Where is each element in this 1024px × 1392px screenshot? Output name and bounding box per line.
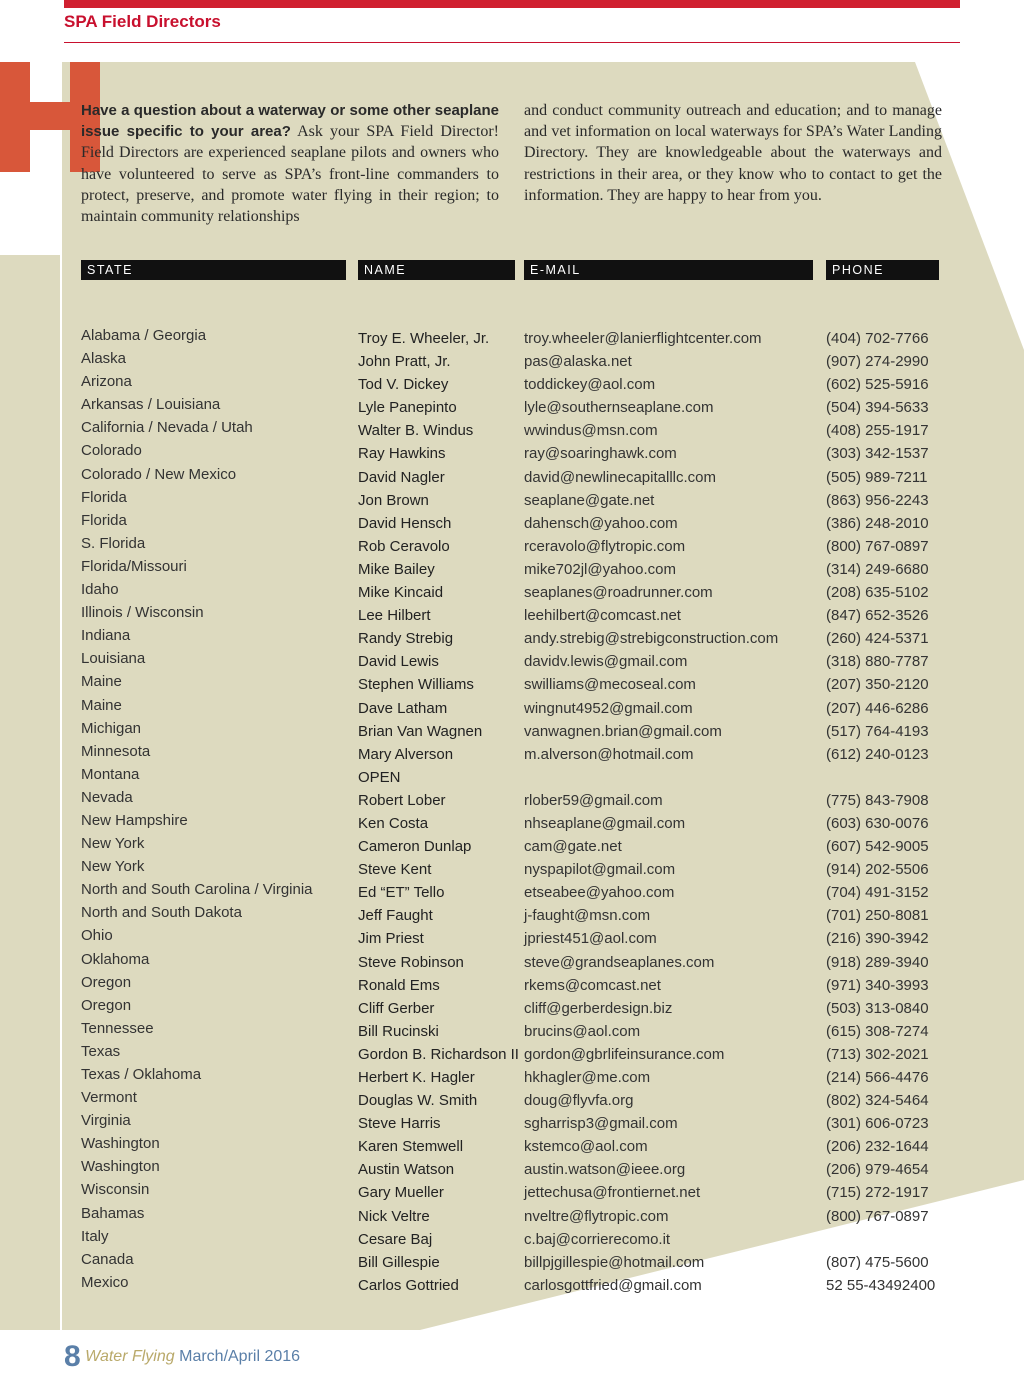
phone-cell: (863) 956-2243 <box>826 491 929 509</box>
email-link[interactable]: austin.watson@ieee.org <box>524 1161 686 1179</box>
phone-cell: (505) 989-7211 <box>826 468 928 486</box>
email-link[interactable]: nyspapilot@gmail.com <box>524 861 676 879</box>
email-link[interactable]: nveltre@flytropic.com <box>524 1207 669 1225</box>
phone-cell: (386) 248-2010 <box>826 514 929 532</box>
state-cell: Canada <box>81 1250 134 1268</box>
state-cell: Alaska <box>81 350 127 368</box>
phone-cell: (206) 232-1644 <box>826 1138 929 1156</box>
email-link[interactable]: vanwagnen.brian@gmail.com <box>524 722 722 740</box>
phone-cell: (907) 274-2990 <box>826 353 929 371</box>
state-cell: Oregon <box>81 973 132 991</box>
intro-lead: Have a question about a waterway or some other seaplane issue specific to your area? <box>81 102 499 141</box>
state-cell: North and South Carolina / Virginia <box>81 881 313 899</box>
phone-column <box>826 327 935 1297</box>
state-cell: North and South Dakota <box>81 904 242 922</box>
name-cell: Steve Robinson <box>358 953 464 971</box>
state-cell: Texas / Oklahoma <box>81 1066 202 1083</box>
email-link[interactable]: andy.strebig@strebigconstruction.com <box>524 630 779 648</box>
state-cell: Vermont <box>81 1089 137 1107</box>
phone-cell: (807) 475-5600 <box>826 1253 929 1271</box>
name-cell: Ed “ET” Tello <box>358 884 445 902</box>
phone-cell: (207) 350-2120 <box>826 676 929 694</box>
phone-cell: (914) 202-5506 <box>826 861 929 879</box>
phone-cell: (517) 764-4193 <box>826 722 929 740</box>
email-link[interactable]: nhseaplane@gmail.com <box>524 814 686 832</box>
email-link[interactable]: lyle@southernseaplane.com <box>524 399 714 417</box>
phone-cell <box>826 766 935 789</box>
name-cell: Randy Strebig <box>358 630 454 648</box>
email-link[interactable]: pas@alaska.net <box>524 353 632 371</box>
name-column <box>358 327 519 1297</box>
email-link[interactable]: hkhagler@me.com <box>524 1069 651 1086</box>
state-cell: Texas <box>81 1042 121 1060</box>
header-email: E-MAIL <box>524 260 813 280</box>
name-cell: John Pratt, Jr. <box>358 353 451 371</box>
phone-cell: (775) 843-7908 <box>826 791 929 809</box>
name-cell: Mike Kincaid <box>358 584 444 602</box>
phone-cell: (607) 542-9005 <box>826 838 929 856</box>
name-cell: David Lewis <box>358 653 439 671</box>
state-cell: Florida <box>81 488 127 506</box>
state-cell: Ohio <box>81 927 113 945</box>
email-link[interactable]: doug@flyvfa.org <box>524 1092 634 1110</box>
phone-cell: (214) 566-4476 <box>826 1069 929 1086</box>
header-state: STATE <box>81 260 346 280</box>
state-cell: S. Florida <box>81 534 146 552</box>
name-cell: Ronald Ems <box>358 976 440 994</box>
name-cell: OPEN <box>358 768 401 786</box>
email-link[interactable]: toddickey@aol.com <box>524 376 656 394</box>
name-cell: Dave Latham <box>358 699 448 717</box>
name-cell: Rob Ceravolo <box>358 537 450 555</box>
phone-cell: (802) 324-5464 <box>826 1092 929 1110</box>
email-link[interactable]: rkems@comcast.net <box>524 976 661 994</box>
email-column <box>524 327 778 1297</box>
state-cell: Washington <box>81 1158 160 1176</box>
name-cell: Mary Alverson <box>358 745 454 763</box>
intro-body-1: Ask your SPA Field Director! Field Directors are experienced seaplane pilots and owners who have volunteered to serve as SPA’s front-line commanders to protect, preserve, and promote water flying in their region; to maintain community relationships <box>81 123 500 226</box>
phone-cell: (800) 767-0897 <box>826 1207 929 1225</box>
state-cell: Idaho <box>81 581 119 599</box>
phone-cell: (701) 250-8081 <box>826 907 929 925</box>
email-link[interactable]: c.baj@corrierecomo.it <box>524 1230 671 1248</box>
phone-cell: (602) 525-5916 <box>826 376 929 394</box>
email-link[interactable]: rlober59@gmail.com <box>524 791 663 809</box>
email-link[interactable]: wingnut4952@gmail.com <box>524 699 693 717</box>
intro-column-1 <box>81 100 499 227</box>
email-link[interactable]: jettechusa@frontiernet.net <box>524 1184 701 1202</box>
state-cell: Arizona <box>81 373 132 391</box>
name-cell: Ken Costa <box>358 814 429 832</box>
intro-body-2: and conduct community outreach and education; and to manage and vet information on local waterways for SPA’s Water Landing Directory. They are knowledgeable about the waterways and restrictions in their area, or they know who to contact to get the information. They are happy to hear from you. <box>524 102 942 204</box>
state-cell: Alabama / Georgia <box>81 327 207 344</box>
name-cell: Tod V. Dickey <box>358 376 449 394</box>
email-link[interactable]: gordon@gbrlifeinsurance.com <box>524 1045 725 1063</box>
email-link <box>524 766 778 789</box>
email-link[interactable]: mike702jl@yahoo.com <box>524 560 676 578</box>
name-cell: Walter B. Windus <box>358 422 474 440</box>
header-phone: PHONE <box>826 260 939 280</box>
email-link[interactable]: cliff@gerberdesign.biz <box>524 999 673 1017</box>
state-cell: Arkansas / Louisiana <box>81 396 221 414</box>
name-cell: Austin Watson <box>358 1161 455 1179</box>
magazine-name: Water Flying <box>85 1348 175 1365</box>
title-rule <box>64 42 960 43</box>
state-cell: Maine <box>81 673 122 691</box>
name-cell: Jeff Faught <box>358 907 433 925</box>
state-cell: Oklahoma <box>81 950 150 968</box>
phone-cell <box>826 1228 935 1251</box>
name-cell: Carlos Gottried <box>358 1276 459 1294</box>
email-link[interactable]: brucins@aol.com <box>524 1022 641 1040</box>
phone-cell: (404) 702-7766 <box>826 330 929 347</box>
email-link[interactable]: steve@grandseaplanes.com <box>524 953 715 971</box>
phone-cell: (615) 308-7274 <box>826 1022 929 1040</box>
name-cell: Robert Lober <box>358 791 446 809</box>
name-cell: Brian Van Wagnen <box>358 722 483 740</box>
state-cell: Washington <box>81 1135 160 1153</box>
phone-cell: (206) 979-4654 <box>826 1161 929 1179</box>
phone-cell: (303) 342-1537 <box>826 445 929 463</box>
name-cell: Jon Brown <box>358 491 429 509</box>
email-link[interactable]: cam@gate.net <box>524 838 622 856</box>
email-link[interactable]: j-faught@msn.com <box>524 907 651 925</box>
name-cell: Ray Hawkins <box>358 445 446 463</box>
phone-cell: (208) 635-5102 <box>826 584 929 602</box>
phone-cell: (847) 652-3526 <box>826 607 929 625</box>
email-link[interactable]: troy.wheeler@lanierflightcenter.com <box>524 330 762 347</box>
name-cell: Bill Gillespie <box>358 1253 440 1271</box>
email-link[interactable]: m.alverson@hotmail.com <box>524 745 694 763</box>
phone-cell: (318) 880-7787 <box>826 653 929 671</box>
email-link[interactable]: seaplanes@roadrunner.com <box>524 584 713 602</box>
phone-cell: (503) 313-0840 <box>826 999 929 1017</box>
name-cell: Karen Stemwell <box>358 1138 464 1156</box>
state-cell: Maine <box>81 696 122 714</box>
state-cell: Nevada <box>81 788 133 806</box>
name-cell: Cesare Baj <box>358 1230 433 1248</box>
state-cell: Italy <box>81 1227 109 1245</box>
top-accent-bar <box>64 0 960 8</box>
section-title: SPA Field Directors <box>64 12 221 31</box>
name-cell: Nick Veltre <box>358 1207 430 1225</box>
state-cell: Colorado <box>81 442 142 460</box>
email-link[interactable]: billpjgillespie@hotmail.com <box>524 1253 705 1271</box>
state-cell: Mexico <box>81 1273 129 1291</box>
intro-column-2 <box>524 100 942 206</box>
name-cell: Cameron Dunlap <box>358 838 472 856</box>
phone-cell: (260) 424-5371 <box>826 630 929 648</box>
name-cell: Steve Kent <box>358 861 432 879</box>
email-link[interactable]: rceravolo@flytropic.com <box>524 537 686 555</box>
name-cell: Cliff Gerber <box>358 999 435 1017</box>
name-cell: Stephen Williams <box>358 676 474 694</box>
name-cell: Lee Hilbert <box>358 607 431 625</box>
state-cell: Virginia <box>81 1112 131 1130</box>
name-cell: Bill Rucinski <box>358 1022 439 1040</box>
state-cell: New Hampshire <box>81 811 188 829</box>
header-name: NAME <box>358 260 515 280</box>
email-link[interactable]: dahensch@yahoo.com <box>524 514 678 532</box>
name-cell: Douglas W. Smith <box>358 1092 478 1110</box>
phone-cell: (301) 606-0723 <box>826 1115 929 1133</box>
phone-cell: (314) 249-6680 <box>826 560 929 578</box>
name-cell: Jim Priest <box>358 930 424 948</box>
state-column <box>81 324 313 1294</box>
name-cell: Gordon B. Richardson II <box>358 1045 519 1063</box>
phone-cell: 52 55-43492400 <box>826 1276 936 1294</box>
email-link[interactable]: kstemco@aol.com <box>524 1138 648 1156</box>
state-cell: Oregon <box>81 996 132 1014</box>
name-cell: Steve Harris <box>358 1115 441 1133</box>
phone-cell: (603) 630-0076 <box>826 814 929 832</box>
email-link[interactable]: sgharrisp3@gmail.com <box>524 1115 678 1133</box>
page-footer <box>64 1340 300 1374</box>
state-cell: Florida/Missouri <box>81 557 187 575</box>
phone-cell: (504) 394-5633 <box>826 399 929 417</box>
phone-cell: (207) 446-6286 <box>826 699 929 717</box>
state-cell: Montana <box>81 765 140 783</box>
phone-cell: (800) 767-0897 <box>826 537 929 555</box>
phone-cell: (704) 491-3152 <box>826 884 929 902</box>
state-cell: New York <box>81 858 145 876</box>
name-cell: Lyle Panepinto <box>358 399 457 417</box>
state-cell: Indiana <box>81 627 131 645</box>
name-cell: Mike Bailey <box>358 560 435 578</box>
state-cell: Michigan <box>81 719 142 737</box>
phone-cell: (971) 340-3993 <box>826 976 929 994</box>
name-cell: Gary Mueller <box>358 1184 444 1202</box>
email-link[interactable]: seaplane@gate.net <box>524 491 655 509</box>
email-link[interactable]: wwindus@msn.com <box>524 422 658 440</box>
issue-date: March/April 2016 <box>179 1348 301 1365</box>
phone-cell: (713) 302-2021 <box>826 1045 929 1063</box>
state-cell: Colorado / New Mexico <box>81 465 237 483</box>
state-cell: Minnesota <box>81 742 151 760</box>
email-link[interactable]: carlosgottfried@gmail.com <box>524 1276 702 1294</box>
state-cell: Tennessee <box>81 1019 154 1037</box>
name-cell: David Hensch <box>358 514 452 532</box>
email-link[interactable]: leehilbert@comcast.net <box>524 607 681 625</box>
state-cell: Bahamas <box>81 1204 145 1222</box>
phone-cell: (216) 390-3942 <box>826 930 929 948</box>
state-cell: Florida <box>81 511 127 529</box>
page-number: 8 <box>64 1340 81 1373</box>
state-cell: Wisconsin <box>81 1181 150 1199</box>
name-cell: Troy E. Wheeler, Jr. <box>358 330 490 347</box>
email-link[interactable]: etseabee@yahoo.com <box>524 884 675 902</box>
email-link[interactable]: davidv.lewis@gmail.com <box>524 653 688 671</box>
phone-cell: (918) 289-3940 <box>826 953 929 971</box>
state-cell: New York <box>81 835 145 853</box>
email-link[interactable]: swilliams@mecoseal.com <box>524 676 696 694</box>
name-cell: David Nagler <box>358 468 445 486</box>
email-link[interactable]: david@newlinecapitalllc.com <box>524 468 716 486</box>
state-cell: California / Nevada / Utah <box>81 419 253 437</box>
state-cell: Illinois / Wisconsin <box>81 604 204 622</box>
email-link[interactable]: jpriest451@aol.com <box>524 930 657 948</box>
phone-cell: (612) 240-0123 <box>826 745 929 763</box>
email-link[interactable]: ray@soaringhawk.com <box>524 445 677 463</box>
phone-cell: (408) 255-1917 <box>826 422 929 440</box>
phone-cell: (715) 272-1917 <box>826 1184 929 1202</box>
name-cell: Herbert K. Hagler <box>358 1069 475 1086</box>
state-cell: Louisiana <box>81 650 146 668</box>
